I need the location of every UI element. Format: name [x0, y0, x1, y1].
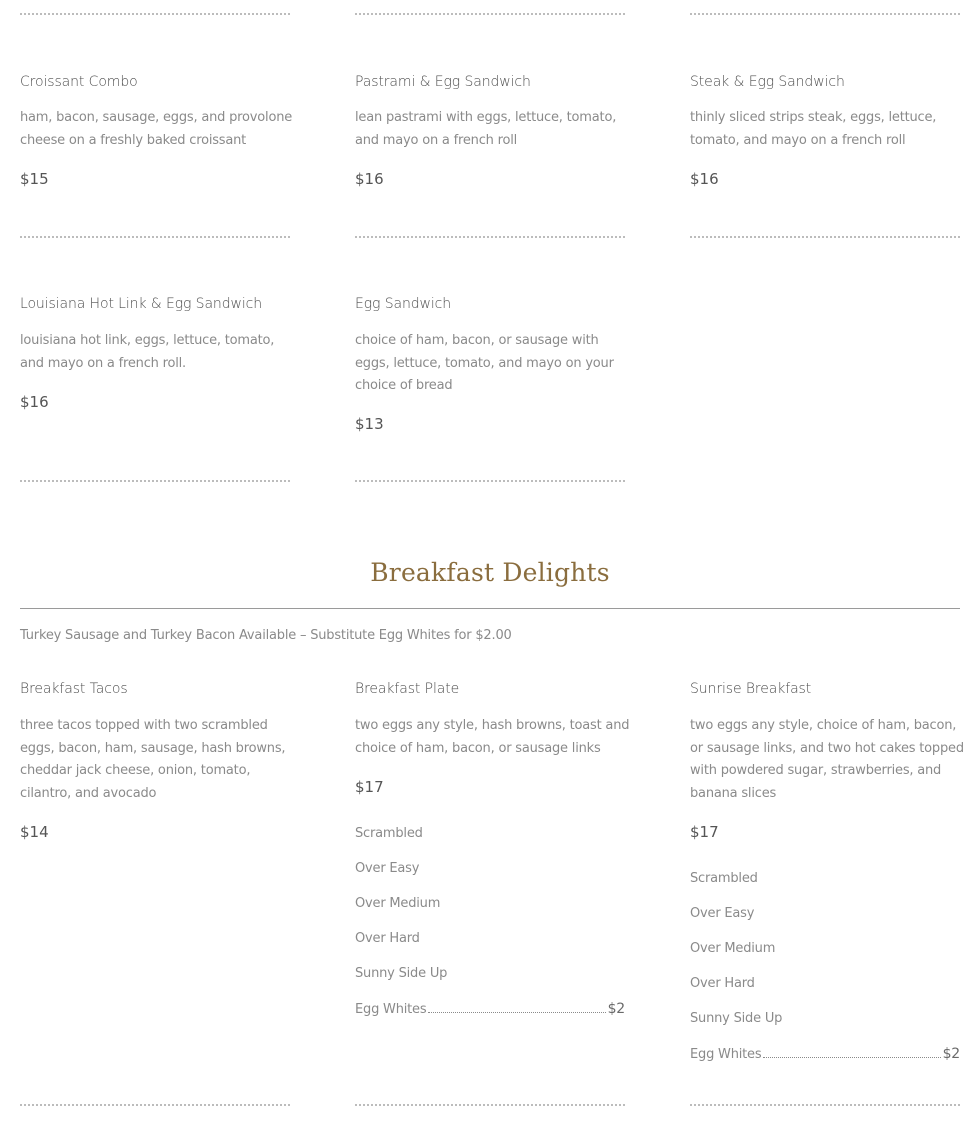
egg-whites-upcharge [690, 1046, 960, 1062]
egg-option: Scrambled [690, 871, 758, 886]
dotted-divider [355, 480, 625, 482]
dotted-divider [690, 1104, 960, 1106]
item-description: three tacos topped with two scrambled eggs, bacon, ham, sausage, hash browns, cheddar jack cheese, onion, tomato, cilantro, and avocado [20, 718, 286, 801]
item-description: ham, bacon, sausage, eggs, and provolone cheese on a freshly baked croissant [20, 110, 293, 148]
egg-option: Sunny Side Up [690, 1011, 783, 1026]
item-price: $14 [20, 823, 49, 841]
egg-option: Over Hard [355, 931, 420, 946]
dot-leader [763, 1047, 940, 1058]
item-price: $13 [355, 415, 384, 433]
item-description: two eggs any style, choice of ham, bacon, or sausage links, and two hot cakes topped with powdered sugar, strawberries, and banana slices [690, 718, 964, 801]
egg-option: Scrambled [355, 826, 423, 841]
item-title: Croissant Combo [20, 74, 138, 90]
dotted-divider [355, 236, 625, 238]
upcharge-label: Egg Whites [690, 1047, 762, 1062]
item-title: Breakfast Plate [355, 681, 460, 697]
egg-whites-upcharge [355, 1001, 625, 1017]
item-title: Louisiana Hot Link & Egg Sandwich [20, 296, 263, 312]
dotted-divider [355, 13, 625, 15]
section-note: Turkey Sausage and Turkey Bacon Available – Substitute Egg Whites for $2.00 [20, 628, 512, 643]
item-price: $16 [355, 170, 384, 188]
dotted-divider [690, 236, 960, 238]
item-price: $17 [355, 778, 384, 796]
egg-option: Over Medium [355, 896, 441, 911]
item-price: $16 [690, 170, 719, 188]
item-title: Egg Sandwich [355, 296, 452, 312]
item-price: $17 [690, 823, 719, 841]
item-description: thinly sliced strips steak, eggs, lettuce, tomato, and mayo on a french roll [690, 110, 937, 148]
upcharge-price: $2 [607, 1001, 625, 1017]
dotted-divider [20, 480, 290, 482]
section-divider [20, 608, 960, 609]
dotted-divider [20, 236, 290, 238]
upcharge-price: $2 [942, 1046, 960, 1062]
dot-leader [428, 1002, 605, 1013]
egg-option: Over Easy [355, 861, 420, 876]
dotted-divider [20, 1104, 290, 1106]
item-description: louisiana hot link, eggs, lettuce, tomato, and mayo on a french roll. [20, 333, 275, 371]
egg-option: Over Easy [690, 906, 755, 921]
egg-option: Sunny Side Up [355, 966, 448, 981]
egg-option: Over Hard [690, 976, 755, 991]
item-price: $16 [20, 393, 49, 411]
dotted-divider [20, 13, 290, 15]
dotted-divider [355, 1104, 625, 1106]
item-title: Pastrami & Egg Sandwich [355, 74, 531, 90]
item-description: choice of ham, bacon, or sausage with eggs, lettuce, tomato, and mayo on your choice of bread [355, 333, 614, 393]
item-price: $15 [20, 170, 49, 188]
item-title: Steak & Egg Sandwich [690, 74, 845, 90]
upcharge-label: Egg Whites [355, 1002, 427, 1017]
egg-option: Over Medium [690, 941, 776, 956]
section-title: Breakfast Delights [370, 558, 610, 587]
item-title: Breakfast Tacos [20, 681, 128, 697]
dotted-divider [690, 13, 960, 15]
item-description: lean pastrami with eggs, lettuce, tomato, and mayo on a french roll [355, 110, 617, 148]
item-description: two eggs any style, hash browns, toast and choice of ham, bacon, or sausage links [355, 718, 630, 756]
item-title: Sunrise Breakfast [690, 681, 812, 697]
